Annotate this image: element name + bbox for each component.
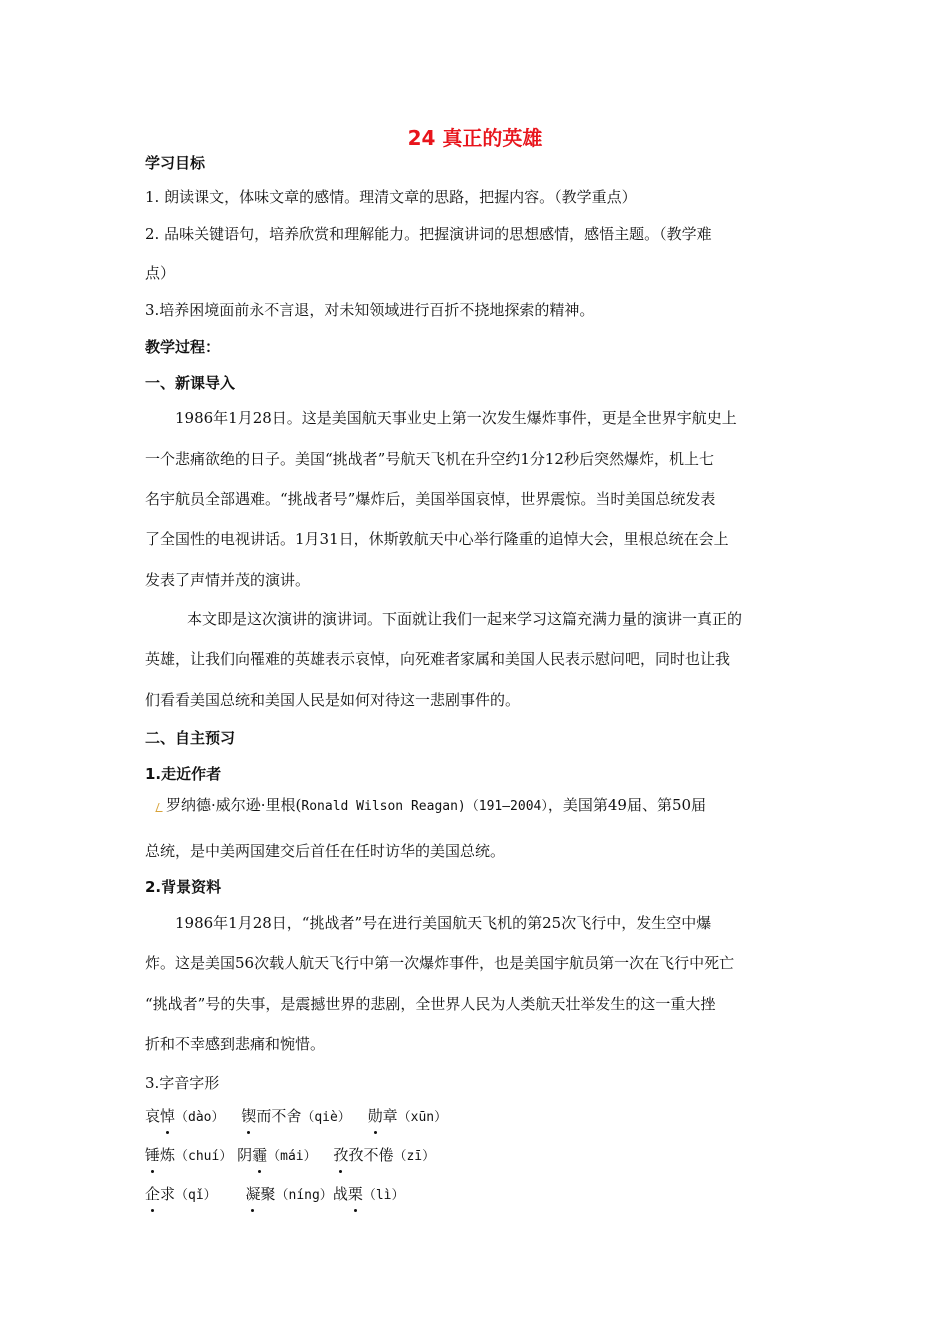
section-heading-intro: 一、新课导入 [145,374,236,392]
intro-paragraph-line: 了全国性的电视讲话。1月31日，休斯敦航天中心举行隆重的追悼大会，里根总统在会上 [145,530,729,548]
intro-paragraph-line: 1986年1月28日。这是美国航天事业史上第一次发生爆炸事件，更是全世界宇航史上 [175,409,737,427]
intro2-paragraph-line: 英雄，让我们向罹难的英雄表示哀悼，向死难者家属和美国人民表示慰问吧，同时也让我 [145,650,731,668]
background-paragraph-line: 1986年1月28日，“挑战者”号在进行美国航天飞机的第25次飞行中，发生空中爆 [175,914,712,932]
page-title: 24 真正的英雄 [407,126,543,150]
vocab-word: 凝聚 [245,1185,276,1203]
background-paragraph-line: 炸。这是美国56次载人航天飞行中第一次爆炸事件，也是美国宇航员第一次在飞行中死亡 [145,954,735,972]
vocab-pinyin: （níng） [275,1188,333,1203]
vocab-pinyin: （qiè） [301,1110,351,1125]
vocab-pinyin: （lì） [362,1188,405,1203]
background-heading: 2.背景资料 [145,878,222,896]
background-paragraph-line: 折和不幸感到悲痛和惋惜。 [145,1035,326,1053]
goals-heading: 学习目标 [145,154,206,172]
author-line-cont: 总统，是中美两国建交后首任在任时访华的美国总统。 [145,842,506,860]
intro2-paragraph-line: 们看看美国总统和美国人民是如何对待这一悲剧事件的。 [145,691,521,709]
goal-item-2: 2. 品味关键语句，培养欣赏和理解能力。把握演讲词的思想感情，感悟主题。（教学难 [145,225,712,243]
vocab-word: 锤炼 [145,1146,176,1164]
vocab-word: 锲而不舍 [241,1107,302,1125]
vocab-word: 企求 [145,1185,176,1203]
pronunciation-row [145,1144,435,1168]
section-heading-preview: 二、自主预习 [145,729,236,747]
goal-item-1: 1. 朗读课文，体味文章的感情。理清文章的思路，把握内容。（教学重点） [145,188,637,206]
author-name-cn: 罗纳德·威尔逊·里根( [166,796,302,814]
intro-paragraph-line: 名宇航员全部遇难。“挑战者号”爆炸后，美国举国哀悼，世界震惊。当时美国总统发表 [145,490,716,508]
vocab-pinyin: （qǐ） [175,1188,217,1203]
vocab-word: 哀悼 [145,1107,176,1125]
pronunciation-row [145,1105,447,1129]
vocab-pinyin: （mái） [267,1149,317,1164]
goal-item-2-cont: 点） [145,264,176,282]
pronunciation-heading: 3.字音字形 [145,1074,220,1092]
author-presidency: ，美国第49届、第50届 [547,796,707,814]
goal-item-3: 3.培养困境面前永不言退，对未知领域进行百折不挠地探索的精神。 [145,301,595,319]
vocab-pinyin: （dào） [175,1110,225,1125]
background-paragraph-line: “挑战者”号的失事，是震撼世界的悲剧，全世界人民为人类航天壮举发生的这一重大挫 [145,995,716,1013]
vocab-word: 孜孜不倦 [333,1146,394,1164]
vocab-word: 勋章 [367,1107,398,1125]
intro2-paragraph-line: 本文即是这次演讲的演讲词。下面就让我们一起来学习这篇充满力量的演讲一真正的 [187,610,743,628]
vocab-pinyin: （xūn） [397,1110,448,1125]
author-line [157,794,706,818]
vocab-word: 战栗 [332,1185,363,1203]
author-heading: 1.走近作者 [145,765,222,783]
revision-mark [155,803,165,812]
vocab-pinyin: （chuí） [175,1149,233,1164]
intro-paragraph-line: 发表了声情并茂的演讲。 [145,571,311,589]
intro-paragraph-line: 一个悲痛欲绝的日子。美国“挑战者”号航天飞机在升空约1分12秒后突然爆炸，机上七 [145,450,714,468]
vocab-word: 阴霾 [237,1146,268,1164]
author-name-en: Ronald Wilson Reagan)（191—2004） [301,799,548,814]
pronunciation-row [145,1183,405,1207]
process-heading: 教学过程： [145,338,221,356]
vocab-pinyin: （zī） [393,1149,436,1164]
